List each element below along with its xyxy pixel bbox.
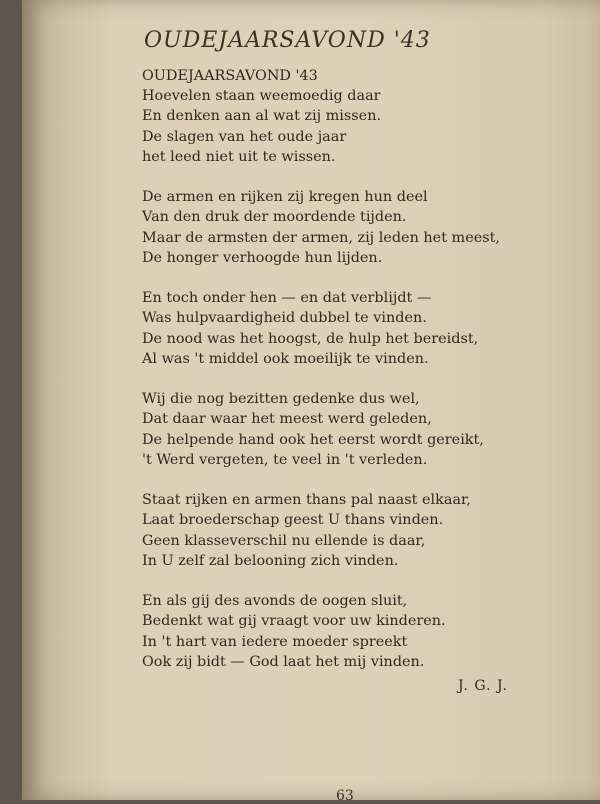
poem-line: Dat daar waar het meest werd geleden, bbox=[142, 411, 432, 428]
poem-stanza-5 bbox=[142, 490, 542, 571]
poem-line: De armen en rijken zij kregen hun deel bbox=[142, 189, 428, 206]
poem-line: In 't hart van iedere moeder spreekt bbox=[142, 633, 408, 650]
poem-line: Wij die nog bezitten gedenke dus wel, bbox=[142, 391, 420, 408]
poem-line: En als gij des avonds de oogen sluit, bbox=[142, 593, 408, 610]
page-title: OUDEJAARSAVOND '43 bbox=[144, 28, 431, 53]
poem-stanza-6 bbox=[142, 591, 542, 672]
poem-line: Hoevelen staan weemoedig daar bbox=[142, 88, 381, 105]
poem-stanza-4 bbox=[142, 389, 542, 470]
poem-line: Al was 't middel ook moeilijk te vinden. bbox=[142, 350, 429, 367]
poem-stanza-2 bbox=[142, 187, 542, 268]
poem-line: Maar de armsten der armen, zij leden het meest, bbox=[142, 229, 500, 246]
poem-stanza-3 bbox=[142, 288, 542, 369]
poem-line: Staat rijken en armen thans pal naast elkaar, bbox=[142, 492, 471, 509]
poem-line: Van den druk der moordende tijden. bbox=[142, 209, 407, 226]
poem-line: En toch onder hen — en dat verblijdt — bbox=[142, 290, 432, 307]
poem-line: En denken aan al wat zij missen. bbox=[142, 108, 382, 125]
poem-heading: OUDEJAARSAVOND '43 bbox=[142, 68, 318, 84]
poem-line: De slagen van het oude jaar bbox=[142, 128, 347, 145]
poem-line: Bedenkt wat gij vraagt voor uw kinderen. bbox=[142, 613, 446, 630]
poem-line: Was hulpvaardigheid dubbel te vinden. bbox=[142, 310, 427, 327]
poem-line: In U zelf zal belooning zich vinden. bbox=[142, 552, 399, 569]
poem-line: De helpende hand ook het eerst wordt gereikt, bbox=[142, 431, 484, 448]
poem bbox=[142, 66, 542, 692]
page-number: 63 bbox=[336, 788, 354, 804]
poem-line: Ook zij bidt — God laat het mij vinden. bbox=[142, 653, 425, 670]
poem-line: Laat broederschap geest U thans vinden. bbox=[142, 512, 444, 529]
poem-signature: J. G. J. bbox=[458, 678, 508, 694]
poem-line: De honger verhoogde hun lijden. bbox=[142, 249, 383, 266]
poem-line: Geen klasseverschil nu ellende is daar, bbox=[142, 532, 426, 549]
poem-line: De nood was het hoogst, de hulp het bereidst, bbox=[142, 330, 479, 347]
book-page bbox=[22, 0, 600, 804]
poem-line: het leed niet uit te wissen. bbox=[142, 148, 336, 165]
poem-stanza-1 bbox=[142, 86, 542, 167]
poem-line: 't Werd vergeten, te veel in 't verleden. bbox=[142, 451, 428, 468]
